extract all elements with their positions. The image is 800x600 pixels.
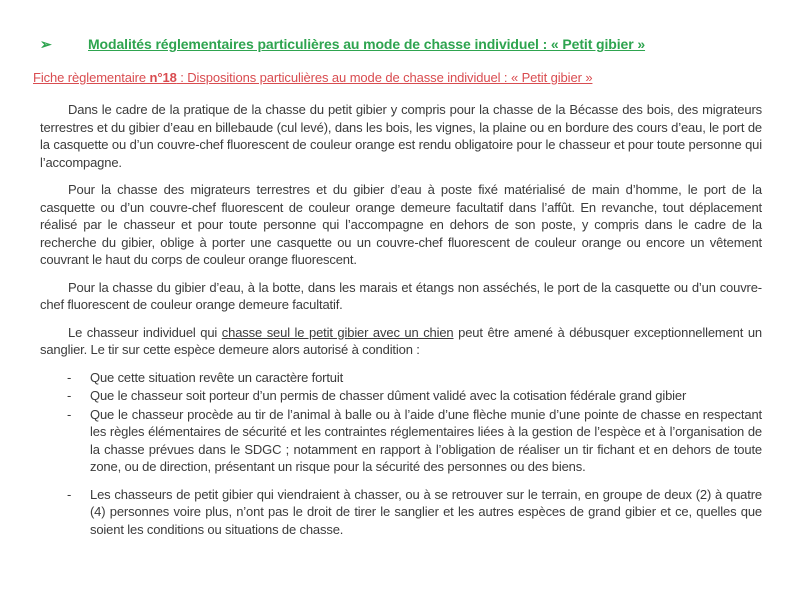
list-item [40,387,762,405]
paragraph-poste-fixe: Pour la chasse des migrateurs terrestres et du gibier d’eau à poste fixé matérialisé de main d’homme, le port de la casquette ou d’un couvre-chef fluorescent de couleur orange demeure facultatif dans l’affût. En revanche, tout déplacement réalisé par le chasseur et pour toute personne qui l’accompagne en dehors de son poste, y compris dans le cadre de la recherche du gibier, oblige à porter une casquette ou un couvre-chef fluorescent de couleur orange ou encore un vêtement couvrant le haut du corps de couleur orange fluorescent. [40,182,762,267]
list-item [40,406,762,476]
list-item [40,369,762,387]
list-item-text: Que cette situation revête un caractère fortuit [90,369,344,385]
list-item [40,486,762,539]
section-heading [40,36,762,53]
paragraph-4-text: Le chasseur individuel qui [68,324,222,340]
dash-bullet-icon: - [67,388,72,403]
dash-bullet-icon: - [67,486,72,502]
paragraph-gibier-eau: Pour la chasse du gibier d’eau, à la botte, dans les marais et étangs non asséchés, le port de la casquette ou d’un couvre-chef fluorescent de couleur orange demeure facultatif. [40,279,762,312]
paragraph-chasseur-individuel [40,324,762,359]
fiche-number: n°18 [149,70,177,85]
paragraph-4-underlined-phrase: chasse seul le petit gibier avec un chien [221,324,454,340]
paragraph-obligation-orange: Dans le cadre de la pratique de la chasse du petit gibier y compris pour la chasse de la Bécasse des bois, des migrateurs terrestres et du gibier d’eau en billebaude (cul levé), dans les bois, les vignes, la plaine ou en bordure des cours d’eau, le port de la casquette ou d’un couvre-chef fluorescent de couleur orange est rendu obligatoire pour le chasseur et pour toute personne qui l’accompagne. [40,102,762,170]
fiche-subtitle [33,70,762,85]
list-item-text: Que le chasseur soit porteur d’un permis de chasser dûment validé avec la cotisation fédérale grand gibier [90,388,687,403]
section-title: Modalités réglementaires particulières au mode de chasse individuel : « Petit gibier » [88,36,646,52]
dash-bullet-icon: - [67,369,72,385]
list-item-text: Les chasseurs de petit gibier qui viendraient à chasser, ou à se retrouver sur le terrain, en groupe de deux (2) à quatre (4) personnes voire plus, n’ont pas le droit de tirer le sanglier et les autres espèces de grand gibier et ce, quelles que soient les conditions ou situations de chasse. [90,486,762,537]
dash-bullet-icon: - [67,406,72,422]
paragraph-4-text-end: peut être amené à débusquer exceptionnellement un sanglier. Le tir sur cette espèce demeure alors autorisé à condition : [40,324,762,357]
fiche-subtitle-prefix: Fiche règlementaire [33,70,150,85]
conditions-list [40,369,762,539]
list-item-text: Que le chasseur procède au tir de l’animal à balle ou à l’aide d’une flèche munie d’une pointe de chasse en respectant les règles élémentaires de sécurité et les contraintes réglementaires liées à la gestion de l’espèce et à l’organisation de la chasse prévues dans le SDGC ; notamment en rapport à l’obligation de réaliser un tir fichant et en dehors de toute zone, ou de direction, présentant un risque pour la sécurité des personnes ou des biens. [90,406,762,474]
fiche-subtitle-suffix: : Dispositions particulières au mode de chasse individuel : « Petit gibier » [176,70,593,85]
arrow-bullet-icon: ➢ [40,36,52,52]
